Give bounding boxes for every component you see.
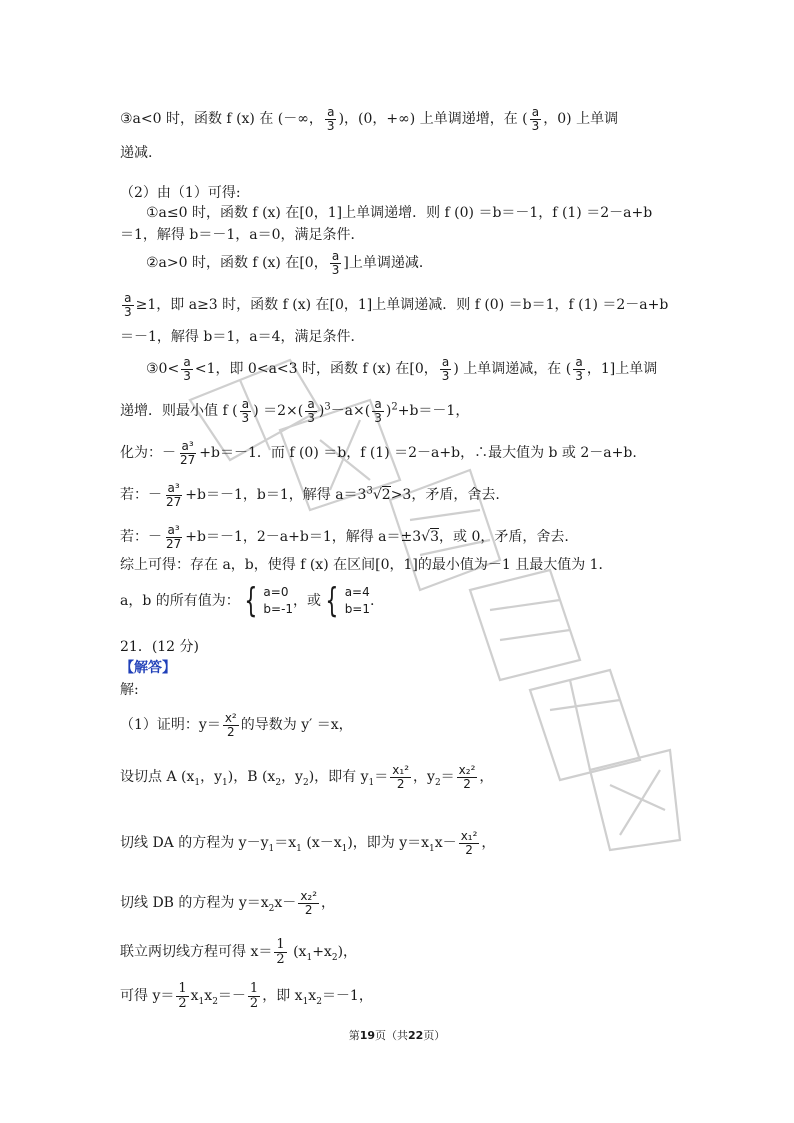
- fraction-a-over-3: $\frac{a}{3}$: [575, 355, 583, 383]
- page-total: 22: [408, 1029, 424, 1042]
- fraction-a-over-3: $\frac{a}{3}$: [374, 397, 382, 425]
- text-line: 切线 DB 的方程为 $y=x_2x-$ $\frac{\text{x₂²}}{2}$ ，: [120, 889, 336, 917]
- fraction-a-cubed-over-27: $\frac{\text{a³}}{27}$: [166, 523, 182, 551]
- equation-system: { a=0 b=-1: [244, 581, 294, 621]
- conclusion-line: 综上可得：存在 a，b，使得 f (x) 在区间[0，1]的最小值为－1 且最大值为 1．: [120, 557, 613, 573]
- fraction-x2-squared-over-2: $\frac{\text{x₂²}}{2}$: [300, 889, 318, 917]
- fraction-x-squared-over-2: $\frac{\text{x²}}{2}$: [224, 711, 237, 739]
- text-line: a，b 的所有值为： { a=0 b=-1 ，或 { a=4 b=1 .: [120, 581, 375, 621]
- page-footer: 第19页（共22页）: [348, 1029, 446, 1042]
- fraction-x1-squared-over-2: $\frac{\text{x₁²}}{2}$: [392, 763, 410, 791]
- text-line: 递增．则最小值 f ( $\frac{a}{3}$ ) ＝2×( $\frac{a}{3}$ )$^3$－a×( $\frac{a}{3}$ )$^2$+b＝－1，: [120, 397, 470, 425]
- fraction-a-over-3: $\frac{a}{3}$: [331, 249, 340, 277]
- text-line: 切线 DA 的方程为 $y-y_1=x_1$ $(x-x_1)$，即为 $y=x_1x-$ $\frac{\text{x₁²}}{2}$ ，: [120, 829, 496, 857]
- fraction-a-over-3: $\frac{a}{3}$: [441, 355, 450, 383]
- fraction-one-half: $\frac{1}{2}$: [178, 981, 187, 1011]
- fraction-a-over-3: $\frac{a}{3}$: [326, 105, 335, 133]
- text: ③a<0 时，函数 f (x) 在 (－∞，: [120, 111, 323, 128]
- answer-heading: 【解答】: [120, 660, 176, 676]
- text-line: ①a≤0 时，函数 f (x) 在[0，1]上单调递增．则 f (0) ＝b＝－1，f (1) ＝2－a+b: [146, 205, 653, 221]
- text-line: 化为：－ $\frac{\text{a³}}{27}$ +b＝－1．而 f (0) ＝b，f (1) ＝2－a+b，∴最大值为 b 或 2－a+b.: [120, 439, 637, 467]
- text-line: 可得 y＝ $\frac{1}{2}$ $x_1x_2=-$ $\frac{1}{2}$ ，即 $x_1x_2=-1$，: [120, 981, 373, 1011]
- fraction-a-over-3: $\frac{a}{3}$: [531, 105, 540, 133]
- text-line: 解:: [120, 682, 139, 698]
- text-line: 递减.: [120, 145, 153, 161]
- fraction-a-over-3: $\frac{a}{3}$: [307, 397, 315, 425]
- equation-system: { a=4 b=1: [325, 581, 370, 621]
- fraction-a-cubed-over-27: $\frac{\text{a³}}{27}$: [166, 481, 182, 509]
- fraction-a-over-3: $\frac{a}{3}$: [241, 397, 250, 425]
- text: )，(0，+∞) 上单调递增，在 (: [338, 111, 528, 128]
- text-line: $\frac{a}{3}$ ≥1，即 a≥3 时，函数 f (x) 在[0，1]上单调递减．则 f (0) ＝b＝1，f (1) ＝2－a+b: [124, 291, 669, 319]
- text-line: （1）证明：y＝ $\frac{\text{x²}}{2}$ 的导数为 y′ ＝x，: [120, 711, 353, 739]
- case3-line: [120, 106, 618, 132]
- text-line: 若：－ $\frac{\text{a³}}{27}$ +b＝－1，b＝1，解得 $a=3^3√2>3$，矛盾，舍去.: [120, 481, 500, 509]
- fraction-a-over-3: $\frac{a}{3}$: [183, 355, 191, 383]
- text-line: 若：－ $\frac{\text{a³}}{27}$ +b＝－1，2－a+b＝1，解得 a＝±3√3，或 0，矛盾，舍去.: [120, 523, 569, 551]
- fraction-one-half: $\frac{1}{2}$: [276, 937, 285, 967]
- text-line: ③0< $\frac{a}{3}$ <1，即 0<a<3 时，函数 f (x) 在[0， $\frac{a}{3}$ ) 上单调递减，在 ( $\frac{a}{3}$ ，1]上单调: [146, 355, 658, 383]
- fraction-x1-squared-over-2: $\frac{\text{x₁²}}{2}$: [460, 829, 478, 857]
- page-number: 19: [359, 1029, 375, 1042]
- text-line: 联立两切线方程可得 x＝ $\frac{1}{2}$ $(x_1+x_2)$，: [120, 937, 358, 967]
- question-number: 21．(12 分): [120, 639, 200, 655]
- fraction-a-over-3: $\frac{a}{3}$: [124, 291, 132, 319]
- text-line: ＝－1，解得 b＝1，a＝4，满足条件．: [120, 329, 365, 345]
- text-line: ＝1，解得 b＝－1，a＝0，满足条件．: [120, 227, 365, 243]
- fraction-x2-squared-over-2: $\frac{\text{x₂²}}{2}$: [458, 763, 476, 791]
- section-heading: （2）由（1）可得:: [120, 185, 241, 201]
- fraction-one-half: $\frac{1}{2}$: [249, 981, 259, 1011]
- text: ，0) 上单调: [543, 111, 619, 128]
- fraction-a-cubed-over-27: $\frac{\text{a³}}{27}$: [180, 439, 196, 467]
- text-line: 设切点 A ($x_1$，$y_1$)，B ($x_2$，$y_2$)，即有 $y_1=$ $\frac{\text{x₁²}}{2}$ ，$y_2=$ $\frac{\text{x₂²}}{2}$ ，: [120, 763, 494, 791]
- text-line: ②a>0 时，函数 f (x) 在[0， $\frac{a}{3}$ ]上单调递减．: [146, 249, 433, 277]
